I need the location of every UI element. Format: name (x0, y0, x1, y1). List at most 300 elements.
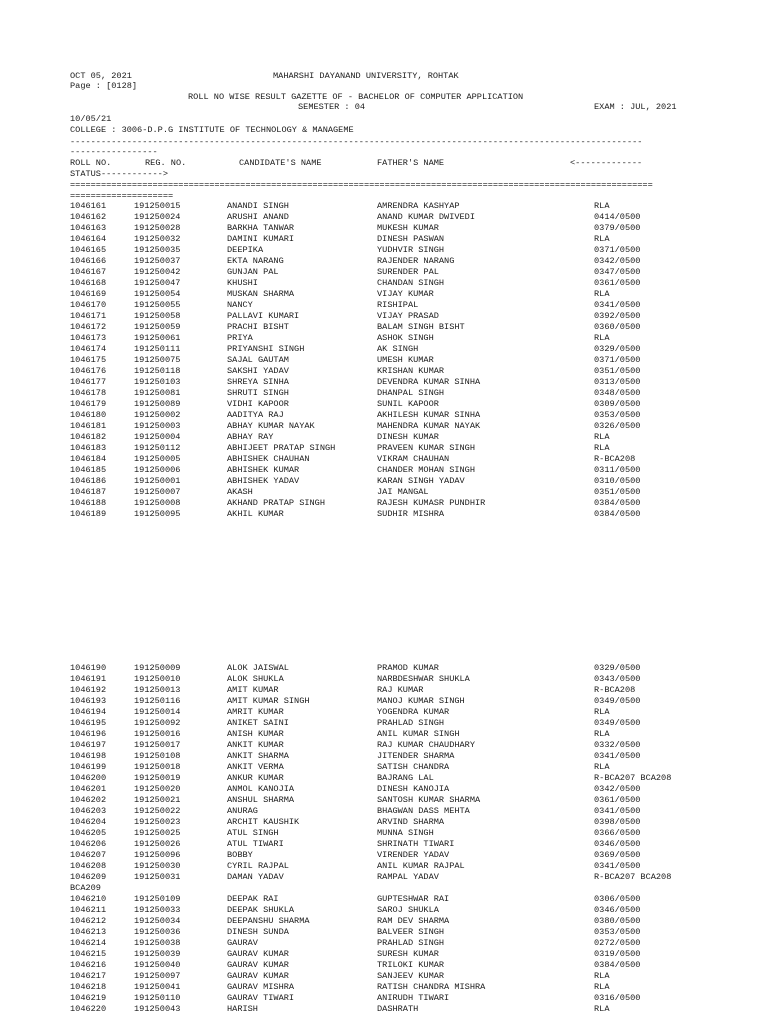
reg-no: 191250013 (134, 685, 181, 695)
father-name: ANIL KUMAR RAJPAL (377, 861, 465, 871)
table-row (0, 971, 768, 982)
result-status: 0369/0500 (594, 850, 641, 860)
roll-no: 1046182 (70, 432, 107, 442)
roll-no: 1046162 (70, 212, 107, 222)
result-status: 0319/0500 (594, 949, 641, 959)
reg-no: 191250028 (134, 223, 181, 233)
table-row (0, 377, 768, 388)
reg-no: 191250001 (134, 476, 181, 486)
roll-no: 1046191 (70, 674, 107, 684)
reg-no: 191250034 (134, 916, 181, 926)
roll-no: 1046168 (70, 278, 107, 288)
roll-no: 1046208 (70, 861, 107, 871)
reg-no: 191250096 (134, 850, 181, 860)
candidate-name: ANURAG (227, 806, 258, 816)
table-row (0, 322, 768, 333)
result-date: 10/05/21 (70, 114, 112, 124)
gazette-title: ROLL NO WISE RESULT GAZETTE OF - BACHELOR OF COMPUTER APPLICATION (188, 92, 524, 102)
father-name: RAJ KUMAR (377, 685, 424, 695)
candidate-name: DEEPIKA (227, 245, 264, 255)
reg-no: 191250003 (134, 421, 181, 431)
reg-no: 191250018 (134, 762, 181, 772)
reg-no: 191250016 (134, 729, 181, 739)
col-candidate-name: CANDIDATE'S NAME (239, 158, 322, 168)
father-name: DASHRATH (377, 1004, 419, 1014)
father-name: VIRENDER YADAV (377, 850, 450, 860)
table-row (0, 960, 768, 971)
roll-no: 1046213 (70, 927, 107, 937)
candidate-name: EKTA NARANG (227, 256, 284, 266)
table-row (0, 278, 768, 289)
candidate-name: SAKSHI YADAV (227, 366, 289, 376)
result-status: 0384/0500 (594, 498, 641, 508)
father-name: MAHENDRA KUMAR NAYAK (377, 421, 481, 431)
candidate-name: ATUL SINGH (227, 828, 279, 838)
roll-no: 1046203 (70, 806, 107, 816)
father-name: RAM DEV SHARMA (377, 916, 450, 926)
result-status: 0311/0500 (594, 465, 641, 475)
table-row (0, 784, 768, 795)
page-number: Page : [0128] (70, 81, 138, 91)
candidate-name: AMIT KUMAR SINGH (227, 696, 310, 706)
candidate-name: ANIKET SAINI (227, 718, 289, 728)
roll-no: 1046186 (70, 476, 107, 486)
father-name: RAJ KUMAR CHAUDHARY (377, 740, 475, 750)
table-row (0, 509, 768, 520)
result-status: 0272/0500 (594, 938, 641, 948)
result-status: 0361/0500 (594, 278, 641, 288)
reg-no: 191250075 (134, 355, 181, 365)
roll-no: 1046194 (70, 707, 107, 717)
father-name: DEVENDRA KUMAR SINHA (377, 377, 481, 387)
result-status: RLA (594, 443, 610, 453)
result-status: RLA (594, 234, 610, 244)
result-status: 0329/0500 (594, 344, 641, 354)
roll-no: 1046170 (70, 300, 107, 310)
roll-no: 1046219 (70, 993, 107, 1003)
table-row (0, 399, 768, 410)
reg-no: 191250047 (134, 278, 181, 288)
table-row (0, 905, 768, 916)
father-name: SURENDER PAL (377, 267, 439, 277)
reg-no: 191250010 (134, 674, 181, 684)
candidate-name: SHREYA SINHA (227, 377, 289, 387)
university-name: MAHARSHI DAYANAND UNIVERSITY, ROHTAK (273, 71, 459, 81)
reg-no: 191250108 (134, 751, 181, 761)
roll-no: 1046199 (70, 762, 107, 772)
father-name: BALVEER SINGH (377, 927, 445, 937)
father-name: DINESH KANOJIA (377, 784, 450, 794)
table-row (0, 729, 768, 740)
candidate-name: AKHIL KUMAR (227, 509, 284, 519)
candidate-name: DAMAN YADAV (227, 872, 284, 882)
candidate-name: ALOK SHUKLA (227, 674, 284, 684)
father-name: AKHILESH KUMAR SINHA (377, 410, 481, 420)
roll-no: 1046215 (70, 949, 107, 959)
candidate-name: SAJAL GAUTAM (227, 355, 289, 365)
roll-no: 1046166 (70, 256, 107, 266)
father-name: MANOJ KUMAR SINGH (377, 696, 465, 706)
roll-no: 1046167 (70, 267, 107, 277)
father-name: AK SINGH (377, 344, 419, 354)
table-row (0, 498, 768, 509)
candidate-name: PALLAVI KUMARI (227, 311, 300, 321)
result-status: 0346/0500 (594, 905, 641, 915)
candidate-name: DEEPAK SHUKLA (227, 905, 295, 915)
reg-no: 191250059 (134, 322, 181, 332)
reg-no: 191250042 (134, 267, 181, 277)
reg-no: 191250039 (134, 949, 181, 959)
roll-no: 1046204 (70, 817, 107, 827)
roll-no: 1046165 (70, 245, 107, 255)
candidate-name: GAURAV (227, 938, 258, 948)
table-row (0, 795, 768, 806)
table-row (0, 817, 768, 828)
father-name: RISHIPAL (377, 300, 419, 310)
father-name: BHAGWAN DASS MEHTA (377, 806, 470, 816)
table-row (0, 949, 768, 960)
father-name: JITENDER SHARMA (377, 751, 455, 761)
result-status: 0342/0500 (594, 256, 641, 266)
candidate-name: NANCY (227, 300, 253, 310)
reg-no: 191250017 (134, 740, 181, 750)
roll-no: 1046209 (70, 872, 107, 882)
candidate-name: ANMOL KANOJIA (227, 784, 295, 794)
roll-no: 1046172 (70, 322, 107, 332)
equals-rule-cont: ==================== (70, 191, 174, 201)
candidate-name: GAURAV KUMAR (227, 971, 289, 981)
father-name: YUDHVIR SINGH (377, 245, 445, 255)
roll-no: 1046179 (70, 399, 107, 409)
candidate-name: GAURAV MISHRA (227, 982, 295, 992)
result-status: 0349/0500 (594, 718, 641, 728)
reg-no: 191250014 (134, 707, 181, 717)
table-row (0, 718, 768, 729)
father-name: SANTOSH KUMAR SHARMA (377, 795, 481, 805)
father-name: TRILOKI KUMAR (377, 960, 445, 970)
result-status: 0384/0500 (594, 509, 641, 519)
result-status: 0371/0500 (594, 245, 641, 255)
reg-no: 191250035 (134, 245, 181, 255)
result-status: 0341/0500 (594, 300, 641, 310)
candidate-name: GAURAV KUMAR (227, 949, 289, 959)
roll-no: 1046176 (70, 366, 107, 376)
father-name: ANAND KUMAR DWIVEDI (377, 212, 475, 222)
roll-no: 1046185 (70, 465, 107, 475)
father-name: VIKRAM CHAUHAN (377, 454, 450, 464)
candidate-name: ANKIT SHARMA (227, 751, 289, 761)
reg-no: 191250004 (134, 432, 181, 442)
reg-no: 191250116 (134, 696, 181, 706)
reg-no: 191250002 (134, 410, 181, 420)
table-row (0, 432, 768, 443)
result-status: 0360/0500 (594, 322, 641, 332)
table-row (0, 927, 768, 938)
reg-no: 191250111 (134, 344, 181, 354)
result-status: 0380/0500 (594, 916, 641, 926)
candidate-name: ALOK JAISWAL (227, 663, 289, 673)
father-name: CHANDAN SINGH (377, 278, 445, 288)
father-name: PRAMOD KUMAR (377, 663, 439, 673)
father-name: ASHOK SINGH (377, 333, 434, 343)
father-name: DINESH KUMAR (377, 432, 439, 442)
result-status: 0366/0500 (594, 828, 641, 838)
reg-no: 191250031 (134, 872, 181, 882)
reg-no: 191250036 (134, 927, 181, 937)
table-row (0, 773, 768, 784)
candidate-name: BARKHA TANWAR (227, 223, 295, 233)
result-status: 0349/0500 (594, 696, 641, 706)
result-status: RLA (594, 333, 610, 343)
candidate-name: DEEPANSHU SHARMA (227, 916, 310, 926)
father-name: GUPTESHWAR RAI (377, 894, 450, 904)
candidate-name: AADITYA RAJ (227, 410, 284, 420)
roll-no: 1046193 (70, 696, 107, 706)
table-row (0, 1004, 768, 1015)
table-row (0, 311, 768, 322)
candidate-name: GAURAV TIWARI (227, 993, 295, 1003)
roll-no: 1046211 (70, 905, 107, 915)
table-row (0, 883, 768, 894)
result-status: RLA (594, 729, 610, 739)
father-name: ANIRUDH TIWARI (377, 993, 450, 1003)
candidate-name: ABHIJEET PRATAP SINGH (227, 443, 336, 453)
reg-no: 191250055 (134, 300, 181, 310)
roll-no: 1046189 (70, 509, 107, 519)
table-row (0, 212, 768, 223)
result-status: 0384/0500 (594, 960, 641, 970)
result-status: R-BCA207 BCA208 (594, 872, 672, 882)
reg-no: 191250015 (134, 201, 181, 211)
candidate-name: AKASH (227, 487, 253, 497)
col-status-open: <------------- (570, 158, 643, 168)
reg-no: 191250005 (134, 454, 181, 464)
father-name: PRAHLAD SINGH (377, 718, 445, 728)
roll-no: 1046192 (70, 685, 107, 695)
result-status: 0309/0500 (594, 399, 641, 409)
candidate-name: ABHISHEK CHAUHAN (227, 454, 310, 464)
roll-no: 1046210 (70, 894, 107, 904)
roll-no: 1046184 (70, 454, 107, 464)
candidate-name: MUSKAN SHARMA (227, 289, 295, 299)
roll-no: 1046163 (70, 223, 107, 233)
roll-no: 1046202 (70, 795, 107, 805)
table-row (0, 828, 768, 839)
reg-no: 191250007 (134, 487, 181, 497)
result-status: R-BCA208 (594, 685, 636, 695)
table-row (0, 300, 768, 311)
table-row (0, 685, 768, 696)
roll-no: 1046196 (70, 729, 107, 739)
father-name: UMESH KUMAR (377, 355, 434, 365)
col-reg-no: REG. NO. (145, 158, 187, 168)
candidate-name: GUNJAN PAL (227, 267, 279, 277)
father-name: SAROJ SHUKLA (377, 905, 439, 915)
table-row (0, 839, 768, 850)
father-name: SUNIL KAPOOR (377, 399, 439, 409)
table-row (0, 267, 768, 278)
father-name: PRAHLAD SINGH (377, 938, 445, 948)
reg-no: 191250025 (134, 828, 181, 838)
report-date: OCT 05, 2021 (70, 71, 132, 81)
candidate-name: DEEPAK RAI (227, 894, 279, 904)
table-row (0, 993, 768, 1004)
reg-no: 191250024 (134, 212, 181, 222)
roll-no: 1046214 (70, 938, 107, 948)
candidate-name: ABHAY KUMAR NAYAK (227, 421, 315, 431)
reg-no: 191250037 (134, 256, 181, 266)
candidate-name: ANISH KUMAR (227, 729, 284, 739)
roll-no: 1046220 (70, 1004, 107, 1014)
reg-no: 191250019 (134, 773, 181, 783)
roll-no: 1046161 (70, 201, 107, 211)
table-row (0, 663, 768, 674)
table-row (0, 707, 768, 718)
roll-no: 1046187 (70, 487, 107, 497)
candidate-name: SHRUTI SINGH (227, 388, 289, 398)
reg-no: 191250061 (134, 333, 181, 343)
roll-no: 1046174 (70, 344, 107, 354)
result-status: 0343/0500 (594, 674, 641, 684)
semester-label: SEMESTER : 04 (298, 102, 366, 112)
father-name: MUKESH KUMAR (377, 223, 439, 233)
table-row (0, 421, 768, 432)
result-status: 0371/0500 (594, 355, 641, 365)
roll-no: 1046190 (70, 663, 107, 673)
roll-no: 1046177 (70, 377, 107, 387)
roll-no: 1046197 (70, 740, 107, 750)
reg-no: 191250109 (134, 894, 181, 904)
roll-no: BCA209 (70, 883, 101, 893)
table-row (0, 234, 768, 245)
table-row (0, 894, 768, 905)
table-row (0, 333, 768, 344)
father-name: YOGENDRA KUMAR (377, 707, 450, 717)
result-status: 0329/0500 (594, 663, 641, 673)
reg-no: 191250026 (134, 839, 181, 849)
father-name: ARVIND SHARMA (377, 817, 445, 827)
candidate-name: ABHISHEK YADAV (227, 476, 300, 486)
candidate-name: AMIT KUMAR (227, 685, 279, 695)
roll-no: 1046200 (70, 773, 107, 783)
candidate-name: VIDHI KAPOOR (227, 399, 289, 409)
father-name: ANIL KUMAR SINGH (377, 729, 460, 739)
result-status: 0361/0500 (594, 795, 641, 805)
reg-no: 191250081 (134, 388, 181, 398)
result-status: RLA (594, 707, 610, 717)
father-name: RATISH CHANDRA MISHRA (377, 982, 486, 992)
reg-no: 191250030 (134, 861, 181, 871)
candidate-name: GAURAV KUMAR (227, 960, 289, 970)
result-status: RLA (594, 432, 610, 442)
result-status: 0326/0500 (594, 421, 641, 431)
father-name: SHRINATH TIWARI (377, 839, 455, 849)
col-status-close: STATUS------------> (70, 169, 168, 179)
candidate-name: DAMINI KUMARI (227, 234, 295, 244)
table-row (0, 487, 768, 498)
roll-no: 1046175 (70, 355, 107, 365)
roll-no: 1046180 (70, 410, 107, 420)
result-status: RLA (594, 289, 610, 299)
result-status: R-BCA207 BCA208 (594, 773, 672, 783)
roll-no: 1046195 (70, 718, 107, 728)
reg-no: 191250008 (134, 498, 181, 508)
table-row (0, 366, 768, 377)
table-row (0, 938, 768, 949)
reg-no: 191250089 (134, 399, 181, 409)
dash-rule: --------------------------------------------------------------------------------------------------------------- (70, 137, 643, 147)
result-status: 0313/0500 (594, 377, 641, 387)
candidate-name: KHUSHI (227, 278, 258, 288)
candidate-name: HARISH (227, 1004, 258, 1014)
result-status: RLA (594, 762, 610, 772)
table-row (0, 388, 768, 399)
roll-no: 1046206 (70, 839, 107, 849)
candidate-name: ABHISHEK KUMAR (227, 465, 300, 475)
candidate-name: BOBBY (227, 850, 253, 860)
father-name: SANJEEV KUMAR (377, 971, 445, 981)
roll-no: 1046178 (70, 388, 107, 398)
result-status: RLA (594, 201, 610, 211)
result-status: 0351/0500 (594, 366, 641, 376)
result-status: 0348/0500 (594, 388, 641, 398)
reg-no: 191250020 (134, 784, 181, 794)
father-name: KARAN SINGH YADAV (377, 476, 465, 486)
table-row (0, 982, 768, 993)
table-row (0, 289, 768, 300)
reg-no: 191250054 (134, 289, 181, 299)
result-status: 0306/0500 (594, 894, 641, 904)
candidate-name: ANANDI SINGH (227, 201, 289, 211)
result-status: 0379/0500 (594, 223, 641, 233)
roll-no: 1046183 (70, 443, 107, 453)
candidate-name: AMRIT KUMAR (227, 707, 284, 717)
roll-no: 1046188 (70, 498, 107, 508)
father-name: DINESH PASWAN (377, 234, 445, 244)
candidate-name: PRACHI BISHT (227, 322, 289, 332)
father-name: NARBDESHWAR SHUKLA (377, 674, 470, 684)
father-name: RAMPAL YADAV (377, 872, 439, 882)
father-name: CHANDER MOHAN SINGH (377, 465, 475, 475)
result-status: 0353/0500 (594, 410, 641, 420)
father-name: JAI MANGAL (377, 487, 429, 497)
table-row (0, 751, 768, 762)
reg-no: 191250033 (134, 905, 181, 915)
table-row (0, 443, 768, 454)
result-status: 0341/0500 (594, 806, 641, 816)
candidate-name: PRIYA (227, 333, 253, 343)
roll-no: 1046173 (70, 333, 107, 343)
table-row (0, 201, 768, 212)
roll-no: 1046205 (70, 828, 107, 838)
father-name: SATISH CHANDRA (377, 762, 450, 772)
table-row (0, 762, 768, 773)
reg-no: 191250021 (134, 795, 181, 805)
father-name: SUDHIR MISHRA (377, 509, 445, 519)
reg-no: 191250023 (134, 817, 181, 827)
candidate-name: ATUL TIWARI (227, 839, 284, 849)
father-name: KRISHAN KUMAR (377, 366, 445, 376)
reg-no: 191250043 (134, 1004, 181, 1014)
result-status: 0341/0500 (594, 751, 641, 761)
table-row (0, 850, 768, 861)
result-status: 0347/0500 (594, 267, 641, 277)
table-row (0, 740, 768, 751)
table-row (0, 696, 768, 707)
result-status: R-BCA208 (594, 454, 636, 464)
roll-no: 1046218 (70, 982, 107, 992)
result-status: 0353/0500 (594, 927, 641, 937)
